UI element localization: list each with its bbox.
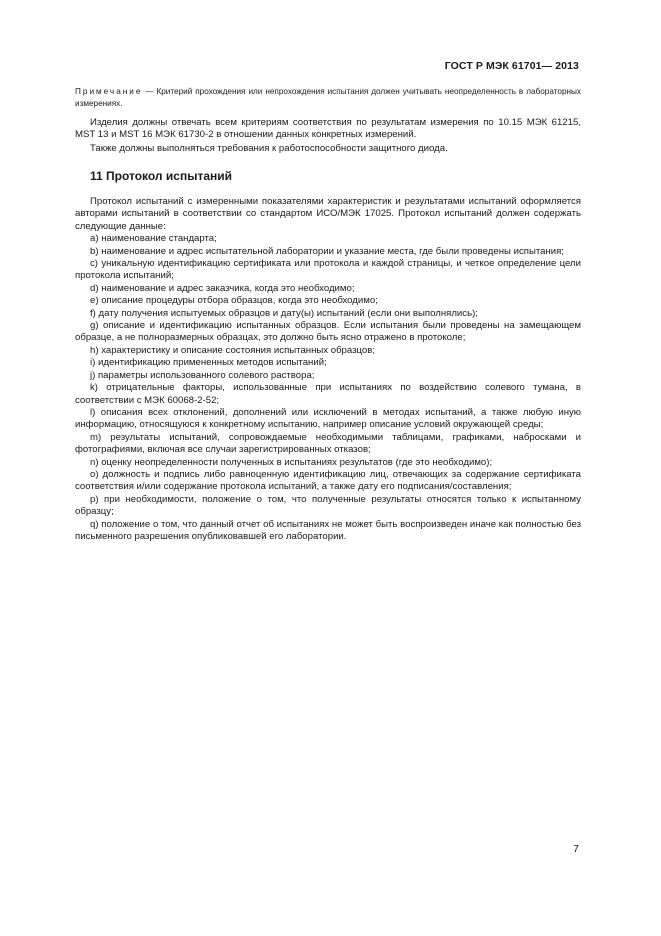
list-item: j) параметры использованного солевого раствора; [90, 369, 315, 381]
document-header: ГОСТ Р МЭК 61701— 2013 [444, 60, 579, 72]
intro-paragraph: Протокол испытаний с измеренными показателями характеристик и результатами испытаний оформляется авторами испытаний в соответствии со стандартом ИСО/МЭК 17025. Протокол испытаний должен содержать следующие данные: [75, 196, 581, 232]
note-label: Примечание [75, 87, 143, 96]
paragraph-diode: Также должны выполняться требования к работоспособности защитного диода. [90, 143, 448, 154]
list-item: c) уникальную идентификацию сертификата или протокола и каждой страницы, и четкое определение цели протокола испытаний; [75, 258, 581, 282]
list-item: i) идентификацию примененных методов испытаний; [90, 357, 327, 369]
list-item: o) должность и подпись либо равноценную идентификацию лиц, отвечающих за содержание сертификата соответствия и/или содержание протокола испытаний, а также дату его подписания/составления; [75, 468, 581, 493]
section-heading: 11 Протокол испытаний [90, 169, 232, 183]
page-number: 7 [573, 843, 579, 855]
list-item: m) результаты испытаний, сопровождаемые необходимыми таблицами, графиками, набросками и фотографиями, включая все случаи зарегистрированных отказов; [75, 431, 581, 456]
list-item: g) описание и идентификацию испытанных образцов. Если испытания были проведены на замещающем образце, а не полноразмерных образцах, это должно быть ясно отражено в протоколе; [75, 320, 581, 344]
list-item: а) наименование стандарта; [90, 233, 217, 245]
list-item: f) дату получения испытуемых образцов и дату(ы) испытаний (если они выполнялись); [90, 307, 478, 319]
list-item: e) описание процедуры отбора образцов, когда это необходимо; [90, 295, 378, 307]
list-item: n) оценку неопределенности полученных в испытаниях результатов (где это необходимо); [90, 456, 493, 468]
list-item: l) описания всех отклонений, дополнений или исключений в методах испытаний, а также любую иную информацию, относящуюся к конкретному испытанию, например описание условий окружающей среды; [75, 406, 581, 431]
list-item: q) положение о том, что данный отчет об испытаниях не может быть воспроизведен иначе как полностью без письменного разрешения опубликовавшей его лаборатории. [75, 518, 581, 542]
list-item: b) наименование и адрес испытательной лаборатории и указание места, где были проведены испытания; [90, 245, 564, 257]
list-item: p) при необходимости, положение о том, что полученные результаты относятся только к испытанному образцу; [75, 493, 581, 518]
list-item: h) характеристику и описание состояния испытанных образцов; [90, 344, 376, 356]
paragraph-criteria: Изделия должны отвечать всем критериям соответствия по результатам измерения по 10.15 МЭК 61215, MST 13 и MST 16 МЭК 61730-2 в отношении данных конкретных измерений. [75, 117, 581, 141]
list-item: d) наименование и адрес заказчика, когда это необходимо; [90, 282, 355, 294]
note-text: — Критерий прохождения или непрохождения испытания должен учитывать неопределенность в лабораторных измерениях. [75, 87, 581, 108]
list-item: k) отрицательные факторы, использованные при испытаниях по воздействию солевого тумана, в соответствии с МЭК 60068-2-52; [75, 382, 581, 406]
note-block [75, 86, 581, 110]
protocol-content [75, 196, 581, 543]
